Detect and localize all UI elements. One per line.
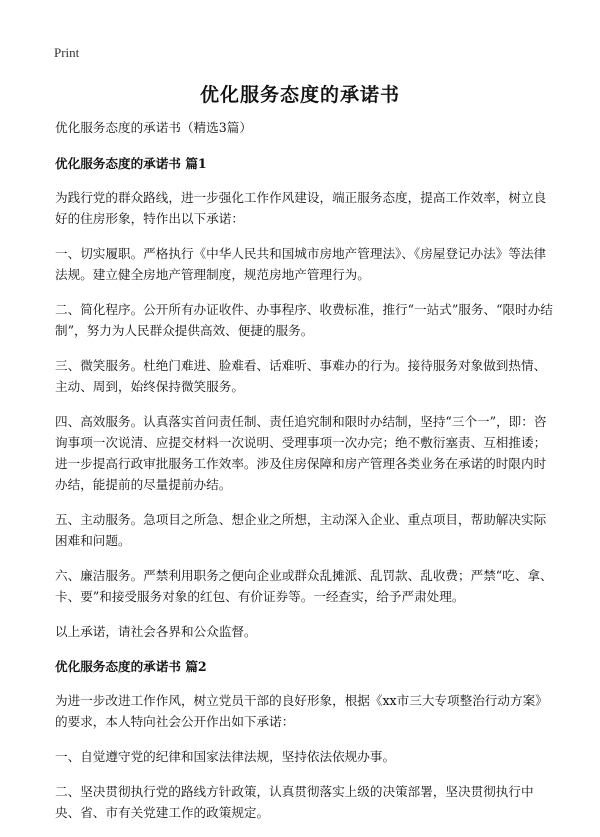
paragraph: 以上承诺，请社会各界和公众监督。 xyxy=(55,624,257,639)
paragraph: 五、主动服务。急项目之所急、想企业之所想，主动深入企业、重点项目，帮助解决实际困难和问题。 xyxy=(55,512,547,548)
document-subtitle: 优化服务态度的承诺书（精选3篇） xyxy=(55,120,252,135)
paragraph: 一、切实履职。严格执行《中华人民共和国城市房地产管理法》、《房屋登记办法》等法律法规。建立健全房地产管理制度，规范房地产管理行为。 xyxy=(55,246,547,282)
paragraph: 二、坚决贯彻执行党的路线方针政策，认真贯彻落实上级的决策部署，坚决贯彻执行中央、省、市有关党建工作的政策规定。 xyxy=(55,784,534,820)
section-1 xyxy=(55,153,553,642)
paragraph: 三、微笑服务。杜绝门难进、脸难看、话难听、事难办的行为。接待服务对象做到热情、主动、周到，始终保持微笑服务。 xyxy=(55,358,547,394)
paragraph: 二、简化程序。公开所有办证收件、办事程序、收费标准，推行“一站式”服务、“限时办结制”，努力为人民群众提供高效、便捷的服务。 xyxy=(55,302,553,338)
document-title: 优化服务态度的承诺书 xyxy=(199,84,400,106)
section-2-heading: 优化服务态度的承诺书 篇2 xyxy=(55,659,207,674)
section-2 xyxy=(55,656,553,823)
section-1-heading: 优化服务态度的承诺书 篇1 xyxy=(55,156,207,171)
paragraph: 一、自觉遵守党的纪律和国家法律法规，坚持依法依规办事。 xyxy=(55,749,396,764)
paragraph: 为进一步改进工作作风，树立党员干部的良好形象，根据《xx市三大专项整治行动方案》的要求，本人特向社会公开作出如下承诺： xyxy=(55,693,548,729)
document-body xyxy=(55,117,553,837)
paragraph: 六、廉洁服务。严禁利用职务之便向企业或群众乱摊派、乱罚款、乱收费；严禁“吃、拿、卡、要”和接受服务对象的红包、有价证券等。一经查实，给予严肃处理。 xyxy=(55,568,553,604)
paragraph: 四、高效服务。认真落实首问责任制、责任追究制和限时办结制，坚持“三个一”，即：咨询事项一次说清、应提交材料一次说明、受理事项一次办完；绝不敷衍塞责、互相推诿；进一步提高行政审批服务工作效率。涉及住房保障和房产管理各类业务在承诺的时限内时办结，能提前的尽量提前办结。 xyxy=(55,414,547,492)
paragraph: 为践行党的群众路线，进一步强化工作作风建设，端正服务态度，提高工作效率，树立良好的住房形象，特作出以下承诺： xyxy=(55,190,547,226)
print-link[interactable]: Print xyxy=(54,45,80,60)
